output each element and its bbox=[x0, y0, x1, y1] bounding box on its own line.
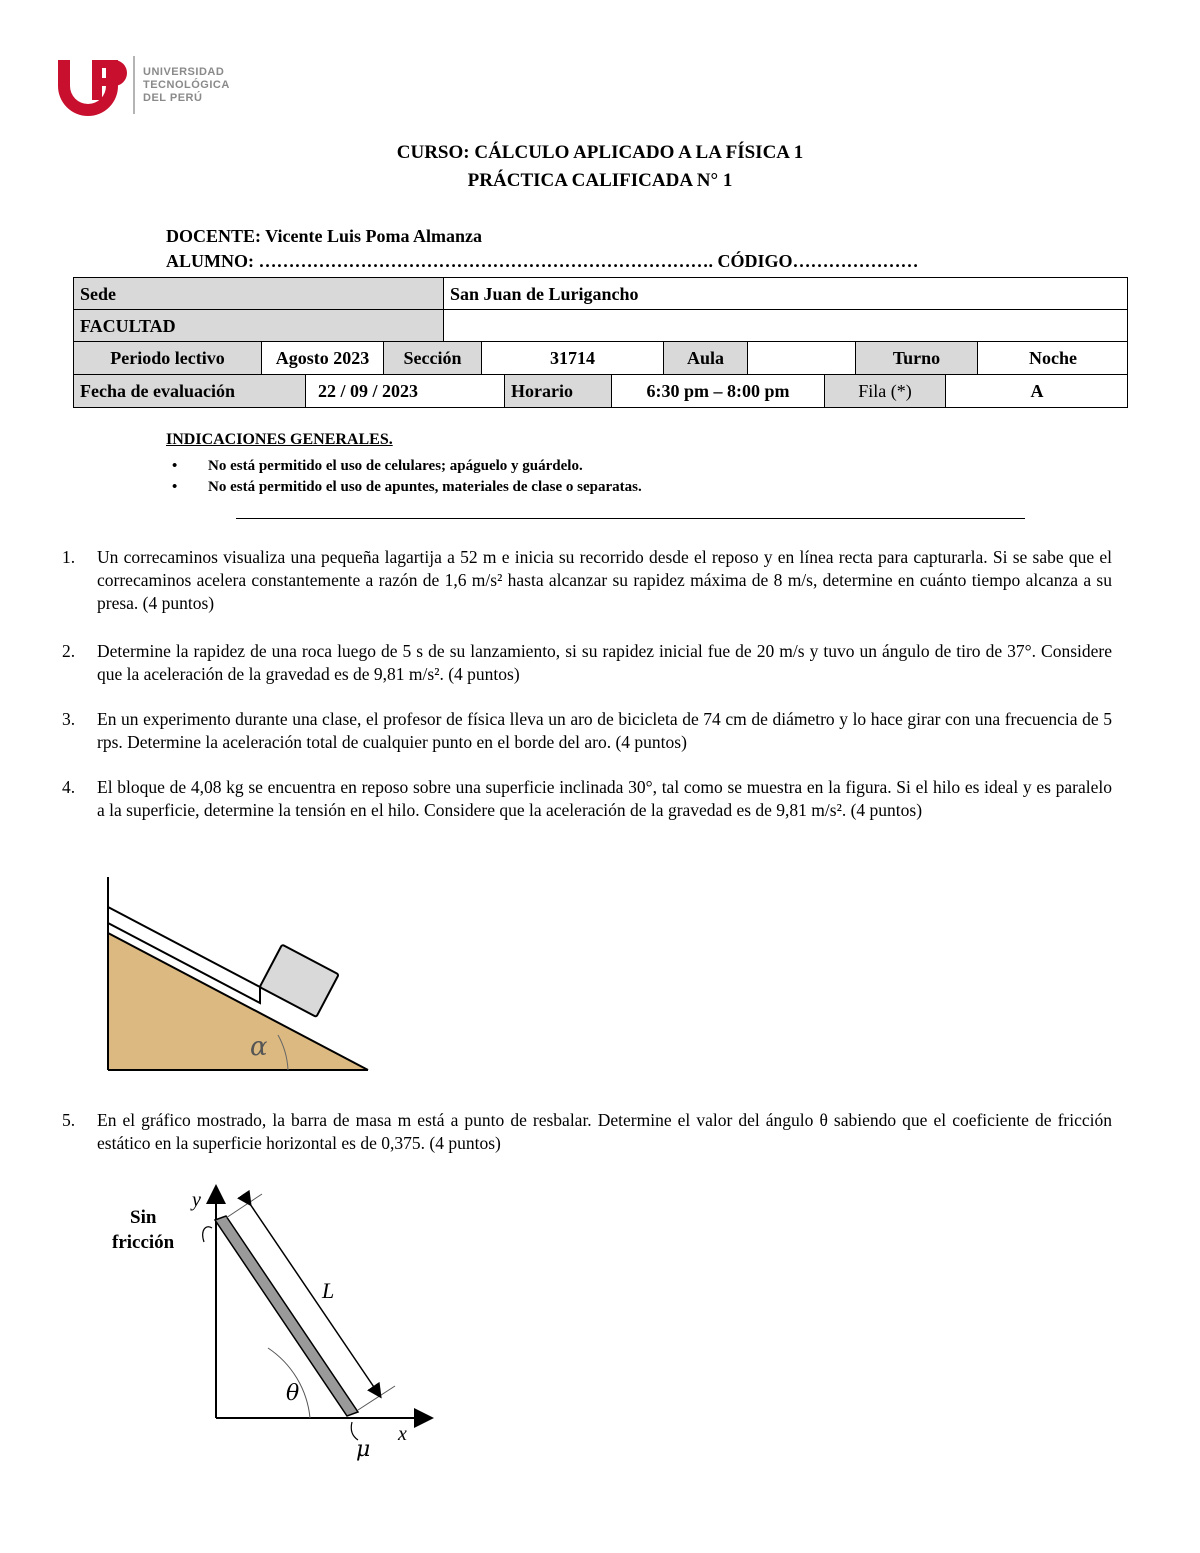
question-text: El bloque de 4,08 kg se encuentra en reposo sobre una superficie inclinada 30°, tal como se muestra en la figura. Si el hilo es ideal y es paralelo a la superficie, determine la tensión en el hilo. Considere que la aceleración de la gravedad es de 9,81 m/s². (4 puntos) bbox=[97, 777, 1112, 820]
aula-value bbox=[747, 342, 855, 374]
horario-label: Horario bbox=[504, 375, 611, 407]
alumno-line: ALUMNO: …………………………………………………………………. CÓDIGO………………… bbox=[166, 251, 919, 271]
facultad-label: FACULTAD bbox=[73, 310, 443, 342]
fila-value: A bbox=[945, 375, 1128, 407]
angle-alpha-label: α bbox=[250, 1032, 268, 1062]
question-number: 3. bbox=[62, 709, 76, 729]
logo-text bbox=[143, 66, 230, 105]
sin-label: Sin bbox=[130, 1207, 157, 1228]
question-3 bbox=[62, 708, 1112, 754]
question-number: 1. bbox=[62, 547, 76, 567]
question-text: Determine la rapidez de una roca luego de 5 s de su lanzamiento, si su rapidez inicial fue de 20 m/s y tuvo un ángulo de tiro de 37°. Considere que la aceleración de la gravedad es de 9,81 m/s². (4 puntos) bbox=[97, 641, 1112, 684]
sede-label: Sede bbox=[73, 278, 443, 310]
aula-label: Aula bbox=[663, 342, 747, 374]
indicaciones-list bbox=[166, 456, 642, 498]
mu-label: μ bbox=[356, 1437, 371, 1462]
fecha-value: 22 / 09 / 2023 bbox=[305, 375, 504, 407]
question-text: En un experimento durante una clase, el profesor de física lleva un aro de bicicleta de 74 cm de diámetro y lo hace girar con una frecuencia de 5 rps. Determine la aceleración total de cualquier punto en el borde del aro. (4 puntos) bbox=[97, 709, 1112, 752]
y-axis-label: y bbox=[192, 1189, 201, 1211]
question-1 bbox=[62, 546, 1112, 615]
separator-line bbox=[236, 518, 1025, 519]
theta-label: θ bbox=[286, 1381, 300, 1406]
logo-line-3: DEL PERÚ bbox=[143, 92, 203, 104]
logo-line-1: UNIVERSIDAD bbox=[143, 66, 225, 78]
question-text: Un correcaminos visualiza una pequeña lagartija a 52 m e inicia su recorrido desde el reposo y en línea recta para capturarla. Si se sabe que el correcaminos acelera constantemente a razón de 1,6 m/s² hasta alcanzar su rapidez máxima de 8 m/s, determine en cuánto tiempo alcanza a su presa. (4 puntos) bbox=[97, 547, 1112, 613]
question-2 bbox=[62, 640, 1112, 686]
question-number: 2. bbox=[62, 641, 76, 661]
turno-value: Noche bbox=[977, 342, 1128, 374]
indicacion-item: • No está permitido el uso de celulares; apáguelo y guárdelo. bbox=[166, 456, 642, 477]
figure-leaning-rod bbox=[100, 1178, 440, 1463]
course-title: CURSO: CÁLCULO APLICADO A LA FÍSICA 1 bbox=[396, 142, 804, 163]
horario-value: 6:30 pm – 8:00 pm bbox=[611, 375, 824, 407]
fecha-label: Fecha de evaluación bbox=[73, 375, 305, 407]
periodo-value: Agosto 2023 bbox=[261, 342, 383, 374]
facultad-value bbox=[443, 310, 1128, 342]
sede-value: San Juan de Lurigancho bbox=[443, 278, 1128, 310]
question-number: 4. bbox=[62, 777, 76, 797]
table-bottom-border bbox=[73, 407, 1128, 408]
indicaciones-title: INDICACIONES GENERALES. bbox=[166, 431, 393, 448]
friction-pointer bbox=[203, 1227, 212, 1242]
question-5 bbox=[62, 1109, 1112, 1155]
figure-inclined-plane bbox=[100, 875, 375, 1075]
table-right-border bbox=[1127, 277, 1128, 408]
x-axis-label: x bbox=[398, 1423, 407, 1445]
docente-line: DOCENTE: Vicente Luis Poma Almanza bbox=[166, 226, 483, 246]
seccion-label: Sección bbox=[383, 342, 481, 374]
table-row-fecha bbox=[73, 374, 1128, 407]
exam-title: PRÁCTICA CALIFICADA N° 1 bbox=[467, 170, 733, 191]
logo-line-2: TECNOLÓGICA bbox=[143, 79, 230, 91]
turno-label: Turno bbox=[855, 342, 977, 374]
seccion-value: 31714 bbox=[481, 342, 663, 374]
friccion-label: fricción bbox=[112, 1232, 175, 1253]
fila-label: Fila (*) bbox=[824, 375, 945, 407]
periodo-label: Periodo lectivo bbox=[73, 342, 261, 374]
logo-u-shape bbox=[58, 60, 118, 116]
table-row-sede bbox=[73, 277, 1128, 310]
question-4 bbox=[62, 776, 1112, 822]
table-row-facultad bbox=[73, 309, 1128, 342]
table-row-periodo bbox=[73, 341, 1128, 374]
indicacion-item: • No está permitido el uso de apuntes, materiales de clase o separatas. bbox=[166, 477, 642, 498]
L-label: L bbox=[322, 1278, 335, 1303]
question-number: 5. bbox=[62, 1110, 76, 1130]
block bbox=[260, 945, 339, 1017]
question-text: En el gráfico mostrado, la barra de masa m está a punto de resbalar. Determine el valor del ángulo θ sabiendo que el coeficiente de fricción estático en la superficie horizontal es de 0,375. (4 puntos) bbox=[97, 1110, 1112, 1153]
